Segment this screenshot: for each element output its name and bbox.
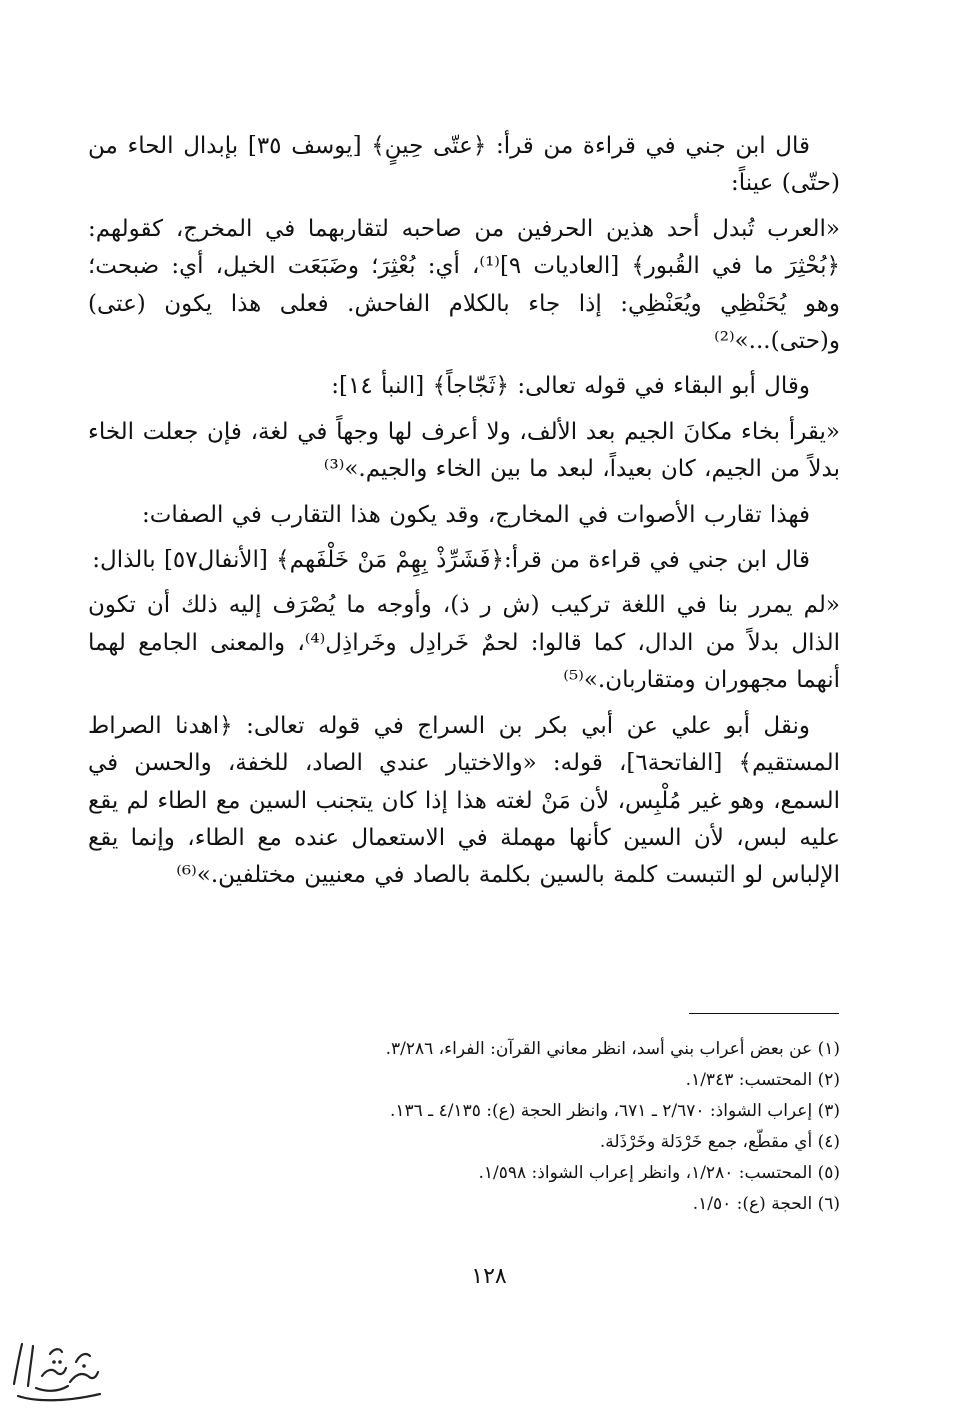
footnotes <box>100 1034 840 1220</box>
paragraph: وقال أبو البقاء في قوله تعالى: ﴿ثَجّاجاً﴾ [النبأ ١٤]: <box>331 373 810 400</box>
paragraph: «العرب تُبدل أحد هذين الحرفين من صاحبه لتقاربهما في المخرج، كقولهم: ﴿بُحْثِرَ ما في القُبور﴾ [العاديات ٩]⁽¹⁾، أي: بُعْثِرَ؛ وضَبَعَت الخيل، أي: ضبحت؛ وهو يُحَنْظِي ويُعَنْظِي: إذا جاء بالكلام الفاحش. فعلى هذا يكون (عتى) و(حتى)...»⁽²⁾ <box>88 215 840 355</box>
page-number: ١٢٨ <box>471 1264 507 1289</box>
paragraph: قال ابن جني في قراءة من قرأ:﴿فَشَرِّذْ بِهِمْ مَنْ خَلْفَهم﴾ [الأنفال٥٧] بالذال: <box>92 547 810 574</box>
footnote: (٤) أي مقطّع، جمع خَرْدَلة وخَرْذَلة. <box>599 1132 840 1152</box>
paragraph: ونقل أبو علي عن أبي بكر بن السراج في قوله تعالى: ﴿اهدنا الصراط المستقيم﴾ [الفاتحة٦]، قوله: «والاختيار عندي الصاد، للخفة، والحسن في السمع، وهو غير مُلْبِس، لأن مَنْ لغته هذا إذا كان يتجنب السين مع الطاء لم يقع عليه لبس، لأن السين كأنها مهملة في الاستعمال عنده مع الطاء، وإنما يقع الإلباس لو التبست كلمة بالسين بكلمة بالصاد في معنيين مختلفين.»⁽⁶⁾ <box>88 712 840 889</box>
footnote-separator <box>689 1013 839 1014</box>
paragraph: «يقرأ بخاء مكانَ الجيم بعد الألف، ولا أعرف لها وجهاً في لغة، فإن جعلت الخاء بدلاً من الجيم، كان بعيداً، لبعد ما بين الخاء والجيم.»⁽³⁾ <box>88 418 840 483</box>
paragraph: فهذا تقارب الأصوات في المخارج، وقد يكون هذا التقارب في الصفات: <box>142 501 810 528</box>
footnote: (٦) الحجة (ع): ١/٥٠. <box>692 1194 840 1214</box>
main-text <box>88 128 840 903</box>
calligraphy-stamp-logo <box>6 1322 106 1412</box>
paragraph: «لم يمرر بنا في اللغة تركيب (ش ر ذ)، وأوجه ما يُصْرَف إليه ذلك أن تكون الذال بدلاً من الدال، كما قالوا: لحمٌ خَرادِل وخَراذِل⁽⁴⁾، والمعنى الجامع لهما أنهما مجهوران ومتقاربان.»⁽⁵⁾ <box>88 592 840 694</box>
footnote: (٢) المحتسب: ١/٣٤٣. <box>685 1070 840 1090</box>
footnote: (٣) إعراب الشواذ: ٢/٦٧٠ ـ ٦٧١، وانظر الحجة (ع): ٤/١٣٥ ـ ١٣٦. <box>389 1101 840 1121</box>
paragraph: قال ابن جني في قراءة من قرأ: ﴿عتّى حِينٍ﴾ [يوسف ٣٥] بإبدال الحاء من (حتّى) عيناً: <box>88 133 840 197</box>
footnote: (١) عن بعض أعراب بني أسد، انظر معاني القرآن: الفراء، ٣/٢٨٦. <box>385 1039 840 1059</box>
footnote: (٥) المحتسب: ١/٢٨٠، وانظر إعراب الشواذ: ١/٥٩٨. <box>478 1163 840 1183</box>
